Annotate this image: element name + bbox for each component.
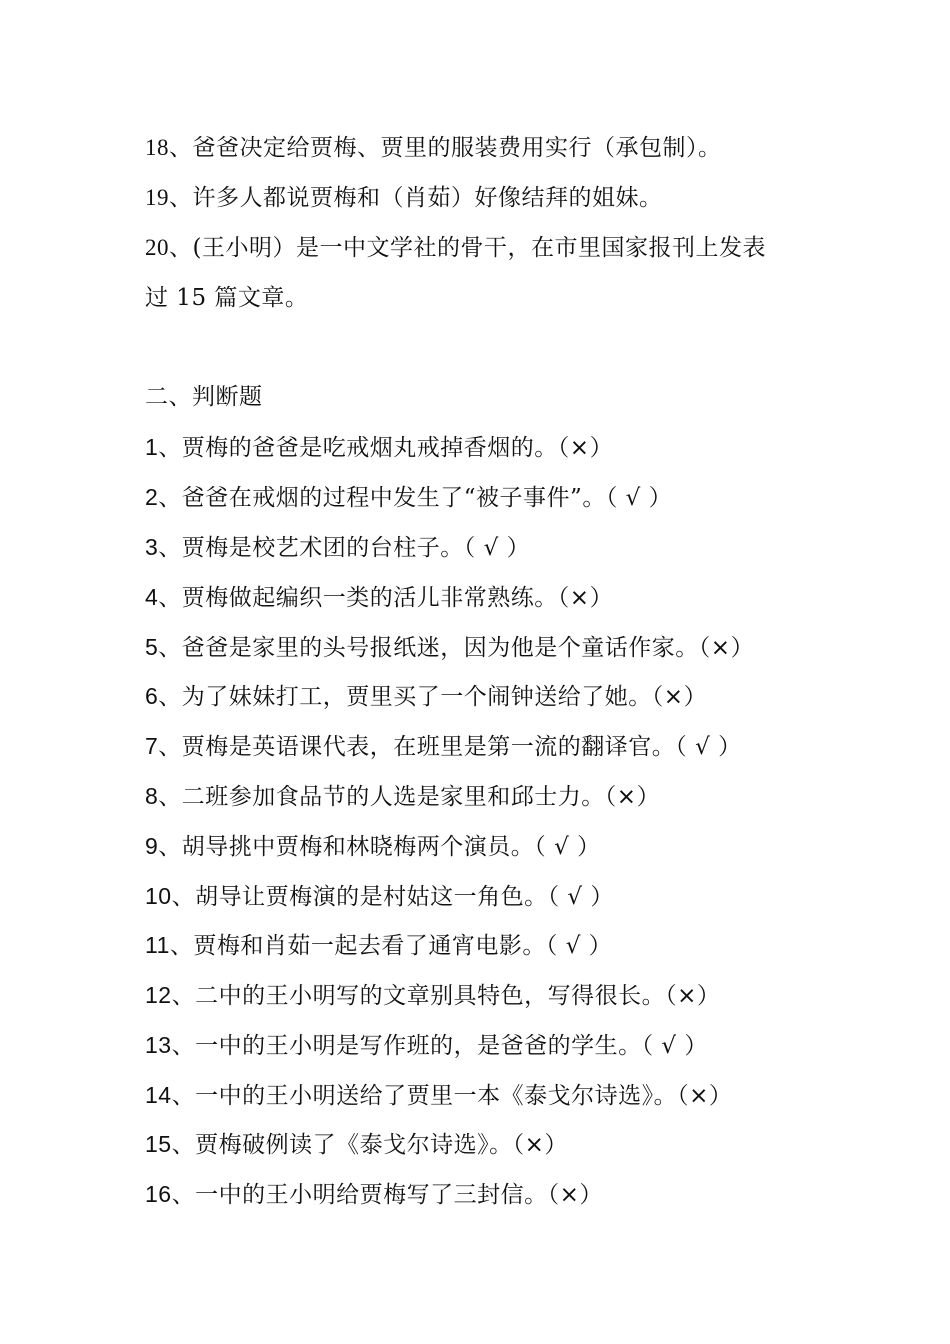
judgment-item [145, 929, 845, 962]
judgment-item [145, 1079, 845, 1112]
item-text: 、为了妹妹打工，贾里买了一个闹钟送给了她。 [158, 684, 652, 710]
item-text: 过 15 篇文章。 [145, 285, 309, 311]
item-number: 3 [145, 534, 159, 560]
item-number: 1 [145, 434, 159, 460]
item-text: 、贾梅是校艺术团的台柱子。 [158, 535, 464, 561]
judgment-item [145, 531, 845, 564]
item-text: 、胡导挑中贾梅和林晓梅两个演员。 [158, 834, 535, 860]
item-answer: （ √ ） [545, 933, 613, 959]
fill-blank-20-continued [145, 282, 845, 314]
judgment-item [145, 979, 845, 1012]
item-number: 12 [145, 982, 172, 1008]
item-text: 、胡导让贾梅演的是村姑这一角色。 [171, 884, 548, 910]
item-text: 、二班参加食品节的人选是家里和邱士力。 [158, 784, 605, 810]
item-number: 7 [145, 733, 159, 759]
judgment-item [145, 880, 845, 913]
item-answer: （ √ ） [463, 535, 531, 561]
item-number: 15 [145, 1131, 172, 1157]
item-text: 、爸爸在戒烟的过程中发生了“被子事件”。 [158, 485, 606, 511]
item-answer: （ √ ） [675, 734, 742, 760]
item-answer: （×） [604, 784, 661, 810]
item-number: 16 [145, 1181, 172, 1207]
judgment-item [145, 1128, 845, 1161]
item-text: 、贾梅的爸爸是吃戒烟丸戒掉香烟的。 [158, 435, 558, 461]
judgment-item [145, 1178, 845, 1211]
item-text: 、爸爸是家里的头号报纸迷，因为他是个童话作家。 [158, 635, 699, 661]
item-text: 、贾梅和肖茹一起去看了通宵电影。 [169, 933, 546, 959]
item-text: 、一中的王小明给贾梅写了三封信。 [171, 1182, 548, 1208]
item-answer: （×） [665, 983, 721, 1009]
item-number: 13 [145, 1032, 172, 1058]
item-text: 、贾梅破例读了《泰戈尔诗选》。 [171, 1132, 513, 1158]
item-text: 、贾梅是英语课代表，在班里是第一流的翻译官。 [158, 734, 676, 760]
section-title: 二、判断题 [145, 384, 263, 410]
item-answer: （×） [512, 1132, 568, 1158]
item-answer: （×） [557, 435, 614, 461]
item-text: 、许多人都说贾梅和（肖茹）好像结拜的姐妹。 [169, 185, 663, 211]
item-text: 、二中的王小明写的文章别具特色，写得很长。 [171, 983, 666, 1009]
item-number: 18 [145, 135, 169, 160]
item-answer: （×） [651, 684, 708, 710]
judgment-item [145, 830, 845, 863]
item-text: 、(王小明）是一中文学社的骨干，在市里国家报刊上发表 [169, 235, 766, 261]
item-answer: （×） [698, 635, 755, 661]
item-number: 10 [145, 883, 172, 909]
item-number: 11 [145, 932, 170, 958]
item-number: 14 [145, 1082, 172, 1108]
item-number: 9 [145, 833, 159, 859]
item-text: 、一中的王小明送给了贾里一本《泰戈尔诗选》。 [171, 1083, 678, 1109]
item-number: 5 [145, 634, 159, 660]
judgment-item [145, 431, 845, 464]
fill-blank-18 [145, 132, 845, 164]
item-number: 19 [145, 185, 169, 210]
item-number: 4 [145, 584, 159, 610]
item-answer: （×） [557, 585, 614, 611]
item-number: 20 [145, 235, 169, 260]
item-number: 2 [145, 484, 159, 510]
item-text: 、爸爸决定给贾梅、贾里的服装费用实行（承包制）。 [169, 135, 722, 161]
judgment-item [145, 581, 845, 614]
judgment-item [145, 730, 845, 763]
judgment-item [145, 481, 845, 514]
judgment-item [145, 680, 845, 713]
item-number: 6 [145, 683, 159, 709]
item-answer: （×） [677, 1083, 733, 1109]
judgment-item [145, 780, 845, 813]
item-answer: （ √ ） [547, 884, 614, 910]
item-answer: （ √ ） [605, 485, 673, 511]
item-answer: （ √ ） [641, 1033, 708, 1059]
item-text: 、一中的王小明是写作班的，是爸爸的学生。 [171, 1033, 642, 1059]
item-answer: （×） [547, 1182, 603, 1208]
item-text: 、贾梅做起编织一类的活儿非常熟练。 [158, 585, 558, 611]
fill-blank-20 [145, 232, 845, 264]
fill-blank-19 [145, 182, 845, 214]
judgment-item [145, 1029, 845, 1062]
item-number: 8 [145, 783, 159, 809]
item-answer: （ √ ） [534, 834, 601, 860]
judgment-item [145, 631, 845, 664]
